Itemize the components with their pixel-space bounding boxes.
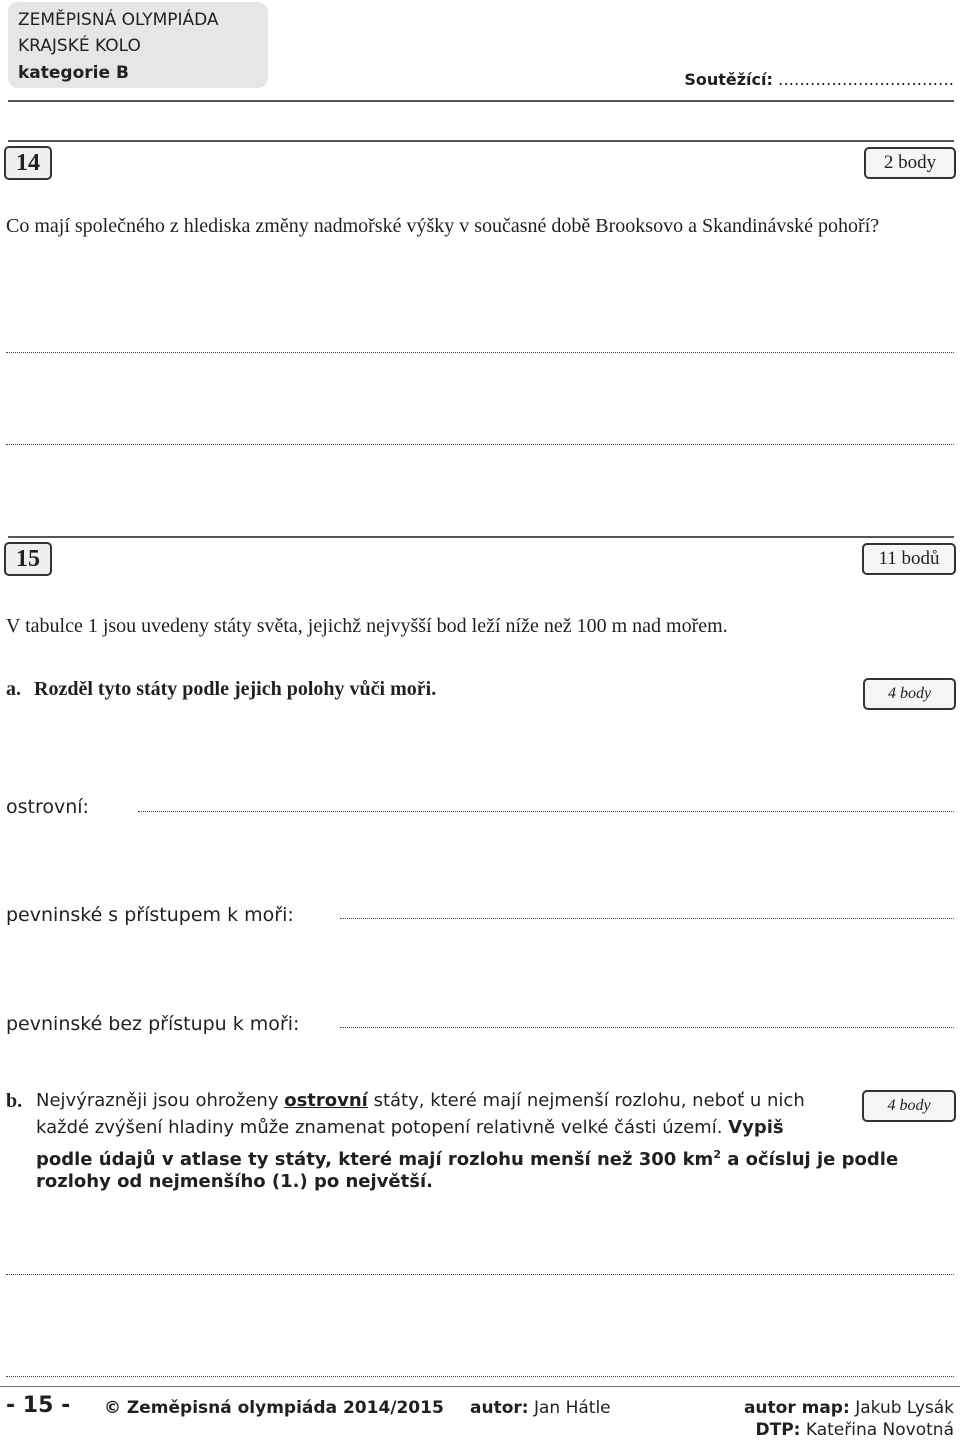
q15-rule <box>8 536 954 538</box>
contestant-field <box>684 70 954 89</box>
contestant-label: Soutěžící: <box>684 70 773 89</box>
island-answer-line[interactable] <box>138 811 954 812</box>
q15a-points: 4 body <box>863 678 956 710</box>
q15a-label: a. <box>6 678 21 700</box>
dtp-credit: DTP: Kateřina Novotná <box>755 1420 954 1440</box>
q15b-line4: rozlohy od nejmenšího (1.) po největší. <box>36 1171 433 1192</box>
olympiad-title: ZEMĚPISNÁ OLYMPIÁDA <box>18 10 219 30</box>
q15b-label: b. <box>6 1090 23 1112</box>
map-author: autor map: Jakub Lysák <box>743 1398 954 1418</box>
answer-line[interactable] <box>6 444 954 445</box>
q15-number: 15 <box>4 542 52 576</box>
answer-line[interactable] <box>6 1376 954 1377</box>
coastal-answer-line[interactable] <box>340 918 954 919</box>
q15a-text: Rozděl tyto státy podle jejich polohy vůči moři. <box>34 678 437 700</box>
round-title: KRAJSKÉ KOLO <box>18 36 141 56</box>
contestant-dots: …………………………… <box>778 70 954 89</box>
category-landlocked-label: pevninské bez přístupu k moři: <box>6 1013 300 1035</box>
q14-rule <box>8 140 954 142</box>
q14-points: 2 body <box>864 147 956 179</box>
category-label: kategorie B <box>18 63 129 83</box>
category-coastal-label: pevninské s přístupem k moři: <box>6 904 294 926</box>
q15b-line2: každé zvýšení hladiny může znamenat potopení relativně velké části území. Vypiš <box>36 1117 784 1138</box>
q15b-line3: podle údajů v atlase ty státy, které mají rozlohu menší než 300 $km^2$ a očísluj je podle <box>36 1148 899 1170</box>
answer-line[interactable] <box>6 352 954 353</box>
q14-number: 14 <box>4 146 52 180</box>
author: autor: Jan Hátle <box>470 1398 611 1418</box>
page-number: - 15 - <box>6 1393 71 1418</box>
answer-line[interactable] <box>6 1274 954 1275</box>
landlocked-answer-line[interactable] <box>340 1027 954 1028</box>
q15b-points: 4 body <box>862 1090 956 1122</box>
header-rule <box>8 100 954 102</box>
q15-points: 11 bodů <box>862 543 956 575</box>
q14-text: Co mají společného z hlediska změny nadmořské výšky v současné době Brooksovo a Skandinávské pohoří? <box>6 215 880 237</box>
category-island-label: ostrovní: <box>6 796 89 818</box>
q15b-underlined-word: ostrovní <box>284 1090 368 1111</box>
copyright: © Zeměpisná olympiáda 2014/2015 <box>104 1398 444 1418</box>
q15b-line1: Nejvýrazněji jsou ohroženy ostrovní státy, které mají nejmenší rozlohu, neboť u nich <box>36 1090 805 1111</box>
q15-intro: V tabulce 1 jsou uvedeny státy světa, jejichž nejvyšší bod leží níže než 100 m nad mořem. <box>6 615 728 637</box>
footer-rule <box>0 1386 960 1387</box>
